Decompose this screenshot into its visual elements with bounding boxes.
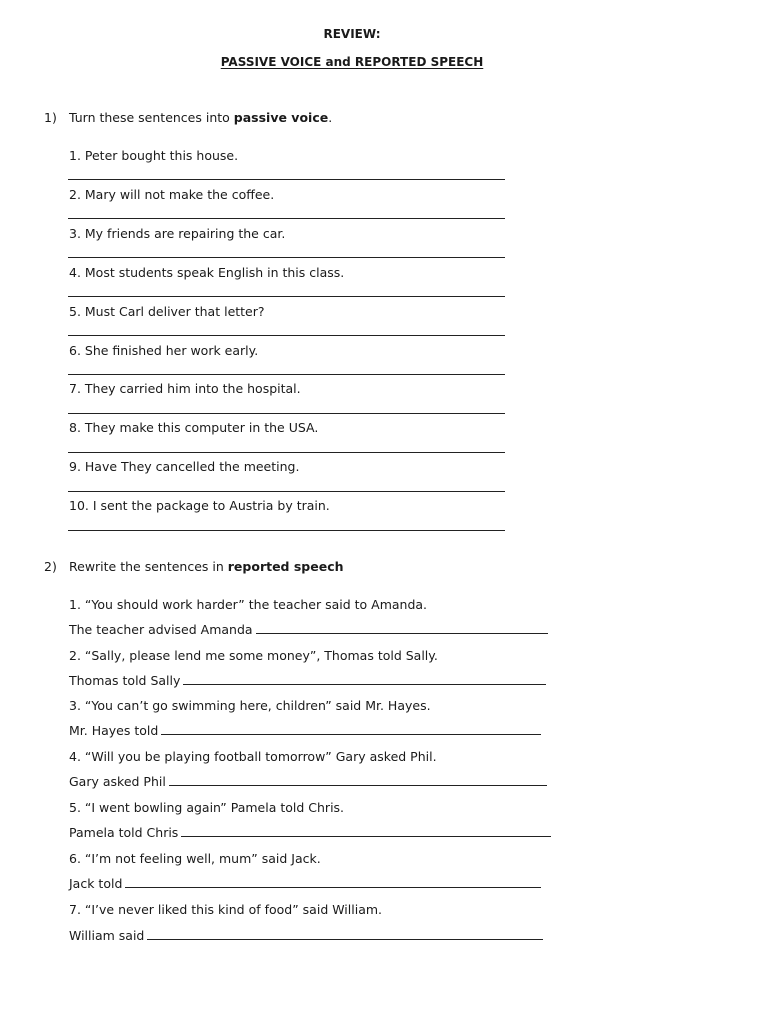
reported-quote-6: 6. “I’m not feeling well, mum” said Jack.: [69, 851, 321, 866]
reported-answer-blank-4[interactable]: [169, 784, 547, 786]
reported-answer-row-6: [69, 876, 541, 891]
reported-prompt-2: Thomas told Sally: [69, 673, 181, 688]
section-2-instruction: [69, 559, 344, 574]
passive-answer-line-7[interactable]: [68, 413, 505, 414]
reported-answer-row-3: [69, 723, 541, 738]
reported-prompt-1: The teacher advised Amanda: [69, 622, 253, 637]
passive-answer-line-10[interactable]: [68, 530, 505, 531]
reported-quote-5: 5. “I went bowling again” Pamela told Chris.: [69, 800, 345, 815]
section-2-instruction-bold: reported speech: [227, 559, 344, 574]
passive-item-5: 5. Must Carl deliver that letter?: [69, 304, 265, 319]
reported-answer-row-7: [69, 928, 543, 943]
passive-answer-line-6[interactable]: [68, 374, 505, 375]
section-1-instruction-prefix: Turn these sentences into: [69, 110, 234, 125]
section-2-number: 2): [44, 559, 57, 574]
passive-answer-line-4[interactable]: [68, 296, 505, 297]
reported-prompt-6: Jack told: [69, 876, 123, 891]
reported-answer-blank-7[interactable]: [147, 938, 543, 940]
passive-answer-line-3[interactable]: [68, 257, 505, 258]
reported-quote-7: 7. “I’ve never liked this kind of food” said William.: [69, 902, 383, 917]
passive-item-3: 3. My friends are repairing the car.: [69, 226, 286, 241]
passive-answer-line-9[interactable]: [68, 491, 505, 492]
reported-answer-blank-5[interactable]: [181, 835, 551, 837]
reported-prompt-3: Mr. Hayes told: [69, 723, 159, 738]
section-1-instruction-bold: passive voice: [233, 110, 329, 125]
reported-quote-2: 2. “Sally, please lend me some money”, Thomas told Sally.: [69, 648, 438, 663]
passive-item-1: 1. Peter bought this house.: [69, 148, 239, 163]
section-1-number: 1): [44, 110, 57, 125]
reported-prompt-5: Pamela told Chris: [69, 825, 179, 840]
reported-prompt-4: Gary asked Phil: [69, 774, 166, 789]
reported-quote-4: 4. “Will you be playing football tomorrow” Gary asked Phil.: [69, 749, 437, 764]
section-2-instruction-prefix: Rewrite the sentences in: [69, 559, 228, 574]
passive-answer-line-1[interactable]: [68, 179, 505, 180]
passive-item-9: 9. Have They cancelled the meeting.: [69, 459, 300, 474]
reported-answer-row-2: [69, 673, 546, 688]
reported-prompt-7: William said: [69, 928, 145, 943]
section-1-instruction: [69, 110, 332, 125]
reported-answer-row-4: [69, 774, 547, 789]
passive-answer-line-2[interactable]: [68, 218, 505, 219]
reported-answer-blank-1[interactable]: [256, 632, 548, 634]
worksheet-subtitle: PASSIVE VOICE and REPORTED SPEECH: [220, 55, 484, 69]
passive-item-2: 2. Mary will not make the coffee.: [69, 187, 275, 202]
worksheet-title: REVIEW:: [323, 27, 381, 41]
passive-item-10: 10. I sent the package to Austria by train.: [69, 498, 330, 513]
reported-quote-3: 3. “You can’t go swimming here, children” said Mr. Hayes.: [69, 698, 431, 713]
passive-item-4: 4. Most students speak English in this class.: [69, 265, 345, 280]
reported-answer-blank-3[interactable]: [161, 733, 541, 735]
passive-item-6: 6. She finished her work early.: [69, 343, 259, 358]
reported-quote-1: 1. “You should work harder” the teacher said to Amanda.: [69, 597, 428, 612]
reported-answer-row-5: [69, 825, 551, 840]
passive-answer-line-8[interactable]: [68, 452, 505, 453]
reported-answer-blank-2[interactable]: [183, 683, 546, 685]
passive-item-7: 7. They carried him into the hospital.: [69, 381, 301, 396]
passive-answer-line-5[interactable]: [68, 335, 505, 336]
reported-answer-blank-6[interactable]: [125, 886, 541, 888]
reported-answer-row-1: [69, 622, 548, 637]
section-1-instruction-suffix: .: [328, 110, 333, 125]
passive-item-8: 8. They make this computer in the USA.: [69, 420, 319, 435]
